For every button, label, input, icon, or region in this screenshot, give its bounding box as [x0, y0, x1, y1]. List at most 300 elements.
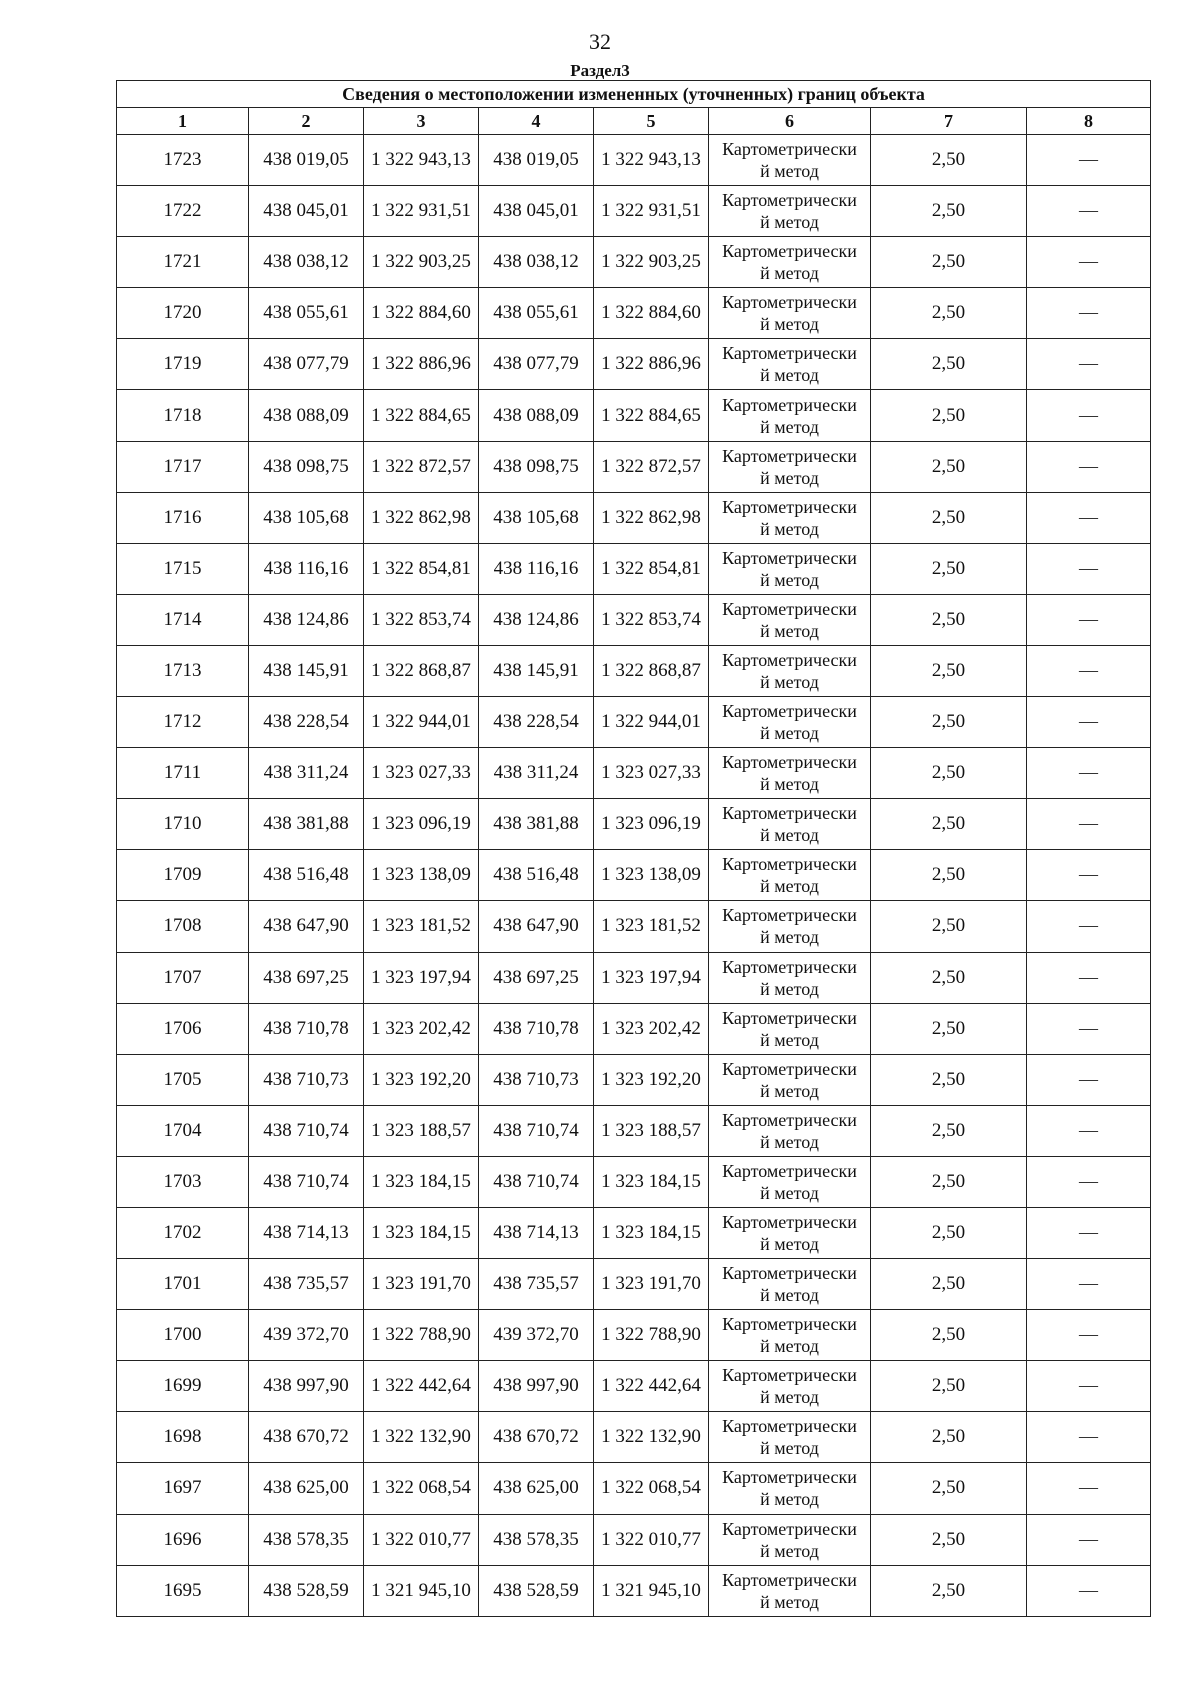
point-number-cell: 1711 [117, 748, 249, 799]
method-cell [709, 1259, 871, 1310]
x-old-cell: 438 697,25 [249, 952, 364, 1003]
x-old-cell: 438 516,48 [249, 850, 364, 901]
y-old-cell: 1 323 184,15 [364, 1156, 479, 1207]
y-new-cell: 1 322 788,90 [594, 1310, 709, 1361]
accuracy-cell: 2,50 [871, 135, 1027, 186]
y-new-cell: 1 323 138,09 [594, 850, 709, 901]
y-new-cell: 1 322 068,54 [594, 1463, 709, 1514]
table-row [117, 492, 1151, 543]
accuracy-cell: 2,50 [871, 952, 1027, 1003]
coordinates-table [116, 80, 1151, 1617]
method-text-line1: Картометрически [722, 1160, 857, 1181]
method-cell [709, 237, 871, 288]
method-text-line2: й метод [760, 365, 819, 386]
method-text-line2: й метод [760, 1540, 819, 1561]
table-row [117, 748, 1151, 799]
x-new-cell: 438 516,48 [479, 850, 594, 901]
description-cell: — [1027, 543, 1151, 594]
table-row [117, 390, 1151, 441]
method-cell [709, 901, 871, 952]
point-number-cell: 1720 [117, 288, 249, 339]
table-row [117, 1361, 1151, 1412]
description-cell: — [1027, 1259, 1151, 1310]
x-old-cell: 438 019,05 [249, 135, 364, 186]
point-number-cell: 1714 [117, 594, 249, 645]
point-number-cell: 1710 [117, 799, 249, 850]
y-old-cell: 1 322 884,60 [364, 288, 479, 339]
y-old-cell: 1 322 068,54 [364, 1463, 479, 1514]
description-cell: — [1027, 850, 1151, 901]
y-old-cell: 1 322 886,96 [364, 339, 479, 390]
y-new-cell: 1 322 944,01 [594, 697, 709, 748]
column-number: 3 [364, 108, 479, 135]
description-cell: — [1027, 186, 1151, 237]
column-number: 5 [594, 108, 709, 135]
description-cell: — [1027, 952, 1151, 1003]
method-text-line2: й метод [760, 620, 819, 641]
method-text-line1: Картометрически [722, 1007, 857, 1028]
y-old-cell: 1 323 184,15 [364, 1207, 479, 1258]
method-cell [709, 1054, 871, 1105]
table-row [117, 1054, 1151, 1105]
x-old-cell: 438 710,74 [249, 1156, 364, 1207]
method-text-line1: Картометрически [722, 649, 857, 670]
point-number-cell: 1701 [117, 1259, 249, 1310]
accuracy-cell: 2,50 [871, 390, 1027, 441]
description-cell: — [1027, 339, 1151, 390]
method-cell [709, 1412, 871, 1463]
accuracy-cell: 2,50 [871, 850, 1027, 901]
method-text-line1: Картометрически [722, 445, 857, 466]
method-cell [709, 186, 871, 237]
description-cell: — [1027, 441, 1151, 492]
x-new-cell: 438 710,78 [479, 1003, 594, 1054]
table-row [117, 697, 1151, 748]
x-old-cell: 438 145,91 [249, 645, 364, 696]
x-old-cell: 438 381,88 [249, 799, 364, 850]
point-number-cell: 1702 [117, 1207, 249, 1258]
accuracy-cell: 2,50 [871, 901, 1027, 952]
y-old-cell: 1 322 788,90 [364, 1310, 479, 1361]
point-number-cell: 1703 [117, 1156, 249, 1207]
y-new-cell: 1 322 853,74 [594, 594, 709, 645]
x-new-cell: 438 578,35 [479, 1514, 594, 1565]
point-number-cell: 1722 [117, 186, 249, 237]
method-text-line1: Картометрически [722, 854, 857, 875]
method-text-line2: й метод [760, 1336, 819, 1357]
y-old-cell: 1 322 854,81 [364, 543, 479, 594]
method-text-line2: й метод [760, 825, 819, 846]
description-cell: — [1027, 594, 1151, 645]
y-old-cell: 1 322 010,77 [364, 1514, 479, 1565]
x-new-cell: 438 311,24 [479, 748, 594, 799]
x-old-cell: 438 578,35 [249, 1514, 364, 1565]
point-number-cell: 1723 [117, 135, 249, 186]
y-new-cell: 1 322 903,25 [594, 237, 709, 288]
method-cell [709, 1361, 871, 1412]
x-new-cell: 438 055,61 [479, 288, 594, 339]
y-new-cell: 1 322 132,90 [594, 1412, 709, 1463]
method-cell [709, 1565, 871, 1616]
table-row [117, 1259, 1151, 1310]
method-text-line1: Картометрически [722, 701, 857, 722]
accuracy-cell: 2,50 [871, 748, 1027, 799]
y-old-cell: 1 323 202,42 [364, 1003, 479, 1054]
point-number-cell: 1696 [117, 1514, 249, 1565]
method-text-line2: й метод [760, 1438, 819, 1459]
point-number-cell: 1699 [117, 1361, 249, 1412]
description-cell: — [1027, 390, 1151, 441]
accuracy-cell: 2,50 [871, 799, 1027, 850]
method-text-line2: й метод [760, 212, 819, 233]
y-old-cell: 1 323 181,52 [364, 901, 479, 952]
x-new-cell: 438 088,09 [479, 390, 594, 441]
description-cell: — [1027, 492, 1151, 543]
y-new-cell: 1 322 886,96 [594, 339, 709, 390]
y-new-cell: 1 323 027,33 [594, 748, 709, 799]
description-cell: — [1027, 1412, 1151, 1463]
table-row [117, 1565, 1151, 1616]
table-row [117, 1412, 1151, 1463]
y-old-cell: 1 323 096,19 [364, 799, 479, 850]
point-number-cell: 1706 [117, 1003, 249, 1054]
accuracy-cell: 2,50 [871, 186, 1027, 237]
method-text-line2: й метод [760, 1489, 819, 1510]
method-text-line2: й метод [760, 416, 819, 437]
accuracy-cell: 2,50 [871, 1361, 1027, 1412]
x-old-cell: 438 055,61 [249, 288, 364, 339]
description-cell: — [1027, 1003, 1151, 1054]
x-new-cell: 438 670,72 [479, 1412, 594, 1463]
table-row [117, 1003, 1151, 1054]
table-row [117, 1463, 1151, 1514]
y-old-cell: 1 322 931,51 [364, 186, 479, 237]
x-new-cell: 438 735,57 [479, 1259, 594, 1310]
method-cell [709, 1310, 871, 1361]
column-number-row [117, 108, 1151, 135]
method-cell [709, 1207, 871, 1258]
x-new-cell: 438 077,79 [479, 339, 594, 390]
point-number-cell: 1705 [117, 1054, 249, 1105]
description-cell: — [1027, 748, 1151, 799]
accuracy-cell: 2,50 [871, 1054, 1027, 1105]
y-new-cell: 1 322 868,87 [594, 645, 709, 696]
method-cell [709, 1514, 871, 1565]
point-number-cell: 1697 [117, 1463, 249, 1514]
accuracy-cell: 2,50 [871, 1259, 1027, 1310]
method-text-line1: Картометрически [722, 1263, 857, 1284]
x-new-cell: 438 019,05 [479, 135, 594, 186]
method-cell [709, 543, 871, 594]
x-new-cell: 438 625,00 [479, 1463, 594, 1514]
method-cell [709, 135, 871, 186]
description-cell: — [1027, 1156, 1151, 1207]
table-row [117, 799, 1151, 850]
description-cell: — [1027, 1514, 1151, 1565]
point-number-cell: 1698 [117, 1412, 249, 1463]
x-old-cell: 438 077,79 [249, 339, 364, 390]
table-row [117, 543, 1151, 594]
x-new-cell: 438 105,68 [479, 492, 594, 543]
table-row [117, 135, 1151, 186]
y-old-cell: 1 322 442,64 [364, 1361, 479, 1412]
method-text-line1: Картометрически [722, 1212, 857, 1233]
method-text-line1: Картометрически [722, 139, 857, 160]
point-number-cell: 1717 [117, 441, 249, 492]
accuracy-cell: 2,50 [871, 1105, 1027, 1156]
x-old-cell: 438 311,24 [249, 748, 364, 799]
method-text-line2: й метод [760, 1591, 819, 1612]
method-text-line2: й метод [760, 1285, 819, 1306]
x-old-cell: 438 710,73 [249, 1054, 364, 1105]
x-new-cell: 438 714,13 [479, 1207, 594, 1258]
accuracy-cell: 2,50 [871, 1514, 1027, 1565]
method-text-line1: Картометрически [722, 1109, 857, 1130]
table-caption-row [117, 81, 1151, 108]
point-number-cell: 1718 [117, 390, 249, 441]
method-text-line2: й метод [760, 1234, 819, 1255]
method-cell [709, 441, 871, 492]
table-row [117, 952, 1151, 1003]
table-row [117, 186, 1151, 237]
y-new-cell: 1 322 854,81 [594, 543, 709, 594]
method-cell [709, 1156, 871, 1207]
column-number: 4 [479, 108, 594, 135]
description-cell: — [1027, 237, 1151, 288]
method-text-line1: Картометрически [722, 241, 857, 262]
method-text-line1: Картометрически [722, 1416, 857, 1437]
y-new-cell: 1 322 884,60 [594, 288, 709, 339]
y-new-cell: 1 322 862,98 [594, 492, 709, 543]
accuracy-cell: 2,50 [871, 1207, 1027, 1258]
description-cell: — [1027, 1310, 1151, 1361]
y-new-cell: 1 323 191,70 [594, 1259, 709, 1310]
accuracy-cell: 2,50 [871, 1412, 1027, 1463]
method-text-line1: Картометрически [722, 1467, 857, 1488]
accuracy-cell: 2,50 [871, 441, 1027, 492]
description-cell: — [1027, 697, 1151, 748]
x-new-cell: 438 038,12 [479, 237, 594, 288]
x-old-cell: 438 105,68 [249, 492, 364, 543]
x-new-cell: 438 710,74 [479, 1156, 594, 1207]
method-cell [709, 1003, 871, 1054]
x-new-cell: 438 697,25 [479, 952, 594, 1003]
description-cell: — [1027, 288, 1151, 339]
y-old-cell: 1 322 853,74 [364, 594, 479, 645]
y-old-cell: 1 322 903,25 [364, 237, 479, 288]
table-row [117, 594, 1151, 645]
point-number-cell: 1721 [117, 237, 249, 288]
table-row [117, 1105, 1151, 1156]
y-new-cell: 1 322 884,65 [594, 390, 709, 441]
method-text-line2: й метод [760, 1029, 819, 1050]
table-row [117, 339, 1151, 390]
x-old-cell: 438 735,57 [249, 1259, 364, 1310]
x-old-cell: 438 038,12 [249, 237, 364, 288]
x-old-cell: 438 116,16 [249, 543, 364, 594]
y-new-cell: 1 322 872,57 [594, 441, 709, 492]
point-number-cell: 1719 [117, 339, 249, 390]
x-new-cell: 438 528,59 [479, 1565, 594, 1616]
method-cell [709, 850, 871, 901]
method-text-line1: Картометрически [722, 292, 857, 313]
table-row [117, 1514, 1151, 1565]
method-text-line1: Картометрически [722, 394, 857, 415]
method-text-line2: й метод [760, 1131, 819, 1152]
method-cell [709, 1105, 871, 1156]
y-old-cell: 1 322 868,87 [364, 645, 479, 696]
x-new-cell: 438 228,54 [479, 697, 594, 748]
x-old-cell: 438 647,90 [249, 901, 364, 952]
x-old-cell: 438 124,86 [249, 594, 364, 645]
x-new-cell: 439 372,70 [479, 1310, 594, 1361]
x-new-cell: 438 710,73 [479, 1054, 594, 1105]
x-old-cell: 438 625,00 [249, 1463, 364, 1514]
point-number-cell: 1713 [117, 645, 249, 696]
table-row [117, 850, 1151, 901]
y-old-cell: 1 323 191,70 [364, 1259, 479, 1310]
method-text-line2: й метод [760, 161, 819, 182]
table-row [117, 237, 1151, 288]
y-old-cell: 1 321 945,10 [364, 1565, 479, 1616]
point-number-cell: 1716 [117, 492, 249, 543]
table-row [117, 645, 1151, 696]
accuracy-cell: 2,50 [871, 594, 1027, 645]
point-number-cell: 1704 [117, 1105, 249, 1156]
column-number: 2 [249, 108, 364, 135]
table-row [117, 1156, 1151, 1207]
y-old-cell: 1 322 884,65 [364, 390, 479, 441]
x-old-cell: 438 997,90 [249, 1361, 364, 1412]
point-number-cell: 1700 [117, 1310, 249, 1361]
method-cell [709, 1463, 871, 1514]
section-title: Раздел3 [570, 61, 630, 80]
table-row [117, 1207, 1151, 1258]
method-text-line1: Картометрически [722, 190, 857, 211]
x-old-cell: 438 528,59 [249, 1565, 364, 1616]
x-new-cell: 438 116,16 [479, 543, 594, 594]
description-cell: — [1027, 135, 1151, 186]
description-cell: — [1027, 1054, 1151, 1105]
x-new-cell: 438 381,88 [479, 799, 594, 850]
method-text-line2: й метод [760, 1387, 819, 1408]
x-old-cell: 438 088,09 [249, 390, 364, 441]
method-text-line2: й метод [760, 263, 819, 284]
method-text-line1: Картометрически [722, 803, 857, 824]
y-old-cell: 1 323 192,20 [364, 1054, 479, 1105]
x-old-cell: 438 710,78 [249, 1003, 364, 1054]
x-old-cell: 438 710,74 [249, 1105, 364, 1156]
method-text-line2: й метод [760, 978, 819, 999]
method-text-line2: й метод [760, 671, 819, 692]
x-new-cell: 438 124,86 [479, 594, 594, 645]
method-text-line1: Картометрически [722, 956, 857, 977]
accuracy-cell: 2,50 [871, 237, 1027, 288]
y-new-cell: 1 323 096,19 [594, 799, 709, 850]
method-cell [709, 288, 871, 339]
point-number-cell: 1707 [117, 952, 249, 1003]
y-new-cell: 1 323 197,94 [594, 952, 709, 1003]
accuracy-cell: 2,50 [871, 288, 1027, 339]
method-text-line2: й метод [760, 569, 819, 590]
column-number: 1 [117, 108, 249, 135]
accuracy-cell: 2,50 [871, 1156, 1027, 1207]
x-new-cell: 438 710,74 [479, 1105, 594, 1156]
y-old-cell: 1 322 943,13 [364, 135, 479, 186]
accuracy-cell: 2,50 [871, 543, 1027, 594]
point-number-cell: 1709 [117, 850, 249, 901]
description-cell: — [1027, 645, 1151, 696]
description-cell: — [1027, 1463, 1151, 1514]
accuracy-cell: 2,50 [871, 697, 1027, 748]
method-text-line2: й метод [760, 774, 819, 795]
method-text-line1: Картометрически [722, 752, 857, 773]
y-old-cell: 1 323 138,09 [364, 850, 479, 901]
description-cell: — [1027, 1361, 1151, 1412]
column-number: 8 [1027, 108, 1151, 135]
point-number-cell: 1712 [117, 697, 249, 748]
x-new-cell: 438 098,75 [479, 441, 594, 492]
y-old-cell: 1 322 944,01 [364, 697, 479, 748]
description-cell: — [1027, 799, 1151, 850]
accuracy-cell: 2,50 [871, 1003, 1027, 1054]
method-cell [709, 492, 871, 543]
x-new-cell: 438 045,01 [479, 186, 594, 237]
accuracy-cell: 2,50 [871, 645, 1027, 696]
table-row [117, 1310, 1151, 1361]
method-text-line1: Картометрически [722, 547, 857, 568]
table-row [117, 288, 1151, 339]
method-text-line1: Картометрически [722, 1314, 857, 1335]
method-text-line2: й метод [760, 314, 819, 335]
y-new-cell: 1 323 184,15 [594, 1156, 709, 1207]
y-new-cell: 1 323 184,15 [594, 1207, 709, 1258]
method-cell [709, 339, 871, 390]
table-row [117, 441, 1151, 492]
column-number: 6 [709, 108, 871, 135]
method-text-line1: Картометрически [722, 1518, 857, 1539]
accuracy-cell: 2,50 [871, 1463, 1027, 1514]
method-cell [709, 390, 871, 441]
method-text-line2: й метод [760, 927, 819, 948]
method-text-line2: й метод [760, 467, 819, 488]
description-cell: — [1027, 1105, 1151, 1156]
table-row [117, 901, 1151, 952]
accuracy-cell: 2,50 [871, 1310, 1027, 1361]
y-new-cell: 1 322 943,13 [594, 135, 709, 186]
method-cell [709, 594, 871, 645]
accuracy-cell: 2,50 [871, 492, 1027, 543]
x-old-cell: 438 228,54 [249, 697, 364, 748]
x-old-cell: 439 372,70 [249, 1310, 364, 1361]
column-number: 7 [871, 108, 1027, 135]
x-old-cell: 438 098,75 [249, 441, 364, 492]
description-cell: — [1027, 1565, 1151, 1616]
method-text-line1: Картометрически [722, 1569, 857, 1590]
y-old-cell: 1 323 188,57 [364, 1105, 479, 1156]
method-text-line1: Картометрически [722, 1058, 857, 1079]
accuracy-cell: 2,50 [871, 1565, 1027, 1616]
y-new-cell: 1 322 010,77 [594, 1514, 709, 1565]
table-caption: Сведения о местоположении измененных (уточненных) границ объекта [117, 81, 1151, 108]
method-text-line2: й метод [760, 723, 819, 744]
accuracy-cell: 2,50 [871, 339, 1027, 390]
y-old-cell: 1 322 862,98 [364, 492, 479, 543]
x-old-cell: 438 714,13 [249, 1207, 364, 1258]
y-old-cell: 1 322 132,90 [364, 1412, 479, 1463]
y-new-cell: 1 322 442,64 [594, 1361, 709, 1412]
x-old-cell: 438 045,01 [249, 186, 364, 237]
